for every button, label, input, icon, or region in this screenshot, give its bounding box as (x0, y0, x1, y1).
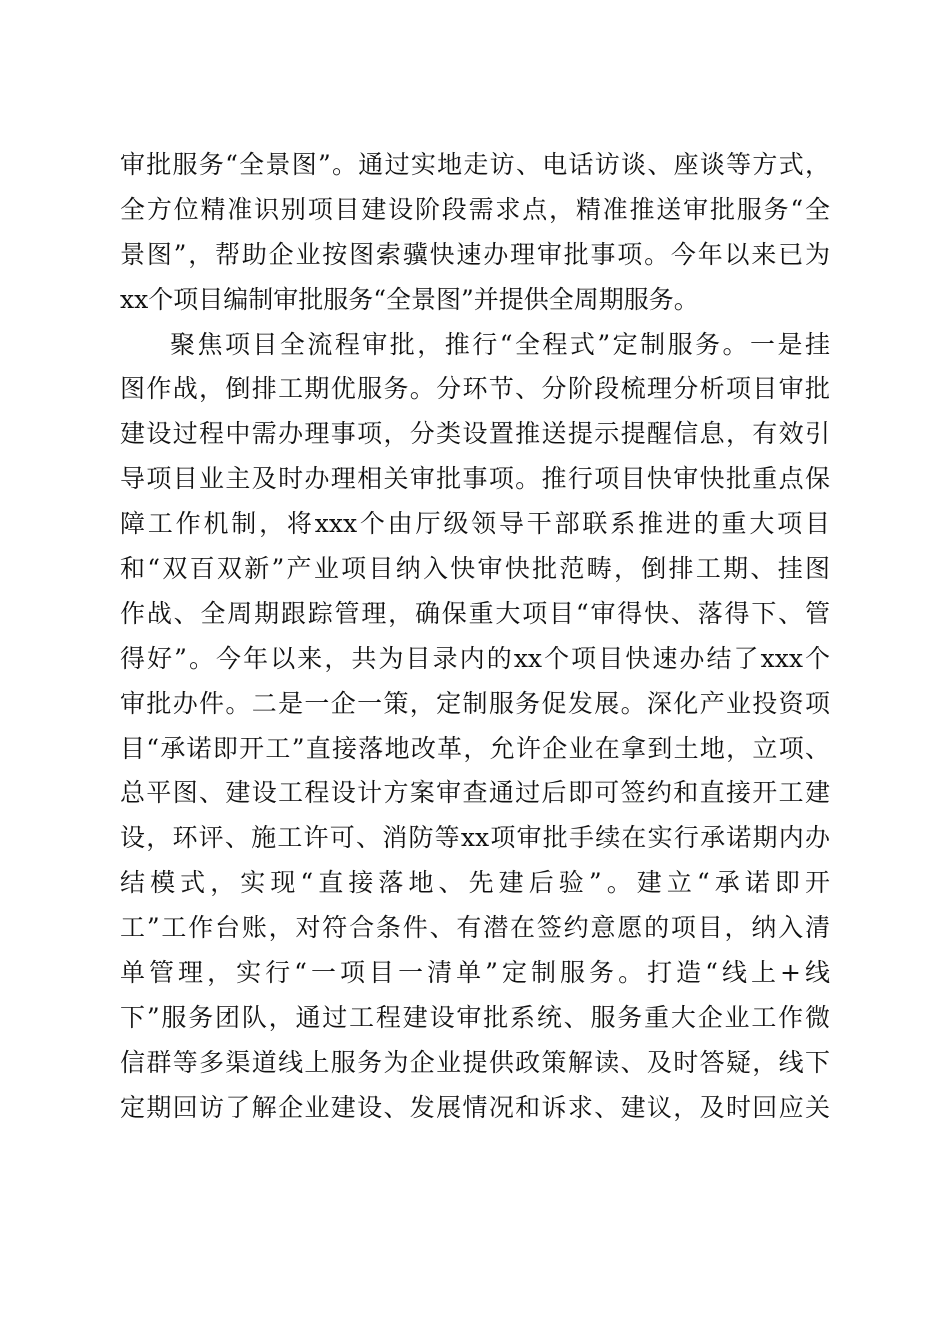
text-line: 审批服务“全景图”。通过实地走访、电话访谈、座谈等方式， (120, 150, 830, 179)
paragraph-1 (120, 143, 830, 323)
text-line: 设，环评、施工许可、消防等xx项审批手续在实行承诺期内办 (120, 823, 830, 853)
text-line: 下”服务团队，通过工程建设审批系统、服务重大企业工作微 (120, 1002, 830, 1032)
text-line: 障工作机制，将xxx个由厅级领导干部联系推进的重大项目 (120, 509, 830, 539)
text-line: 和“双百双新”产业项目纳入快审快批范畴，倒排工期、挂图 (120, 554, 830, 584)
text-line: 结模式，实现“直接落地、先建后验”。建立“承诺即开 (120, 868, 830, 898)
text-line: 聚焦项目全流程审批，推行“全程式”定制服务。一是挂 (170, 329, 830, 359)
text-line: 工”工作台账，对符合条件、有潜在签约意愿的项目，纳入清 (120, 913, 830, 943)
text-line: xx个项目编制审批服务“全景图”并提供全周期服务。 (120, 284, 699, 314)
text-line: 图作战，倒排工期优服务。分环节、分阶段梳理分析项目审批 (120, 374, 830, 404)
text-line: 作战、全周期跟踪管理，确保重大项目“审得快、落得下、管 (120, 598, 830, 628)
text-line: 定期回访了解企业建设、发展情况和诉求、建议，及时回应关 (120, 1092, 830, 1122)
text-line: 建设过程中需办理事项，分类设置推送提示提醒信息，有效引 (120, 419, 830, 449)
document-body (120, 143, 830, 1131)
text-line: 全方位精准识别项目建设阶段需求点，精准推送审批服务“全 (120, 194, 830, 224)
text-line: 导项目业主及时办理相关审批事项。推行项目快审快批重点保 (120, 464, 830, 494)
text-line: 总平图、建设工程设计方案审查通过后即可签约和直接开工建 (120, 778, 830, 808)
paragraph-2 (120, 323, 830, 1131)
text-line: 信群等多渠道线上服务为企业提供政策解读、及时答疑，线下 (120, 1047, 830, 1077)
text-line: 得好”。今年以来，共为目录内的xx个项目快速办结了xxx个 (120, 643, 830, 673)
text-line: 目“承诺即开工”直接落地改革，允许企业在拿到土地，立项、 (120, 733, 830, 763)
text-line: 审批办件。二是一企一策，定制服务促发展。深化产业投资项 (120, 688, 830, 718)
text-line: 单管理，实行“一项目一清单”定制服务。打造“线上+线 (120, 958, 830, 988)
text-line: 景图”，帮助企业按图索骥快速办理审批事项。今年以来已为 (120, 239, 830, 269)
